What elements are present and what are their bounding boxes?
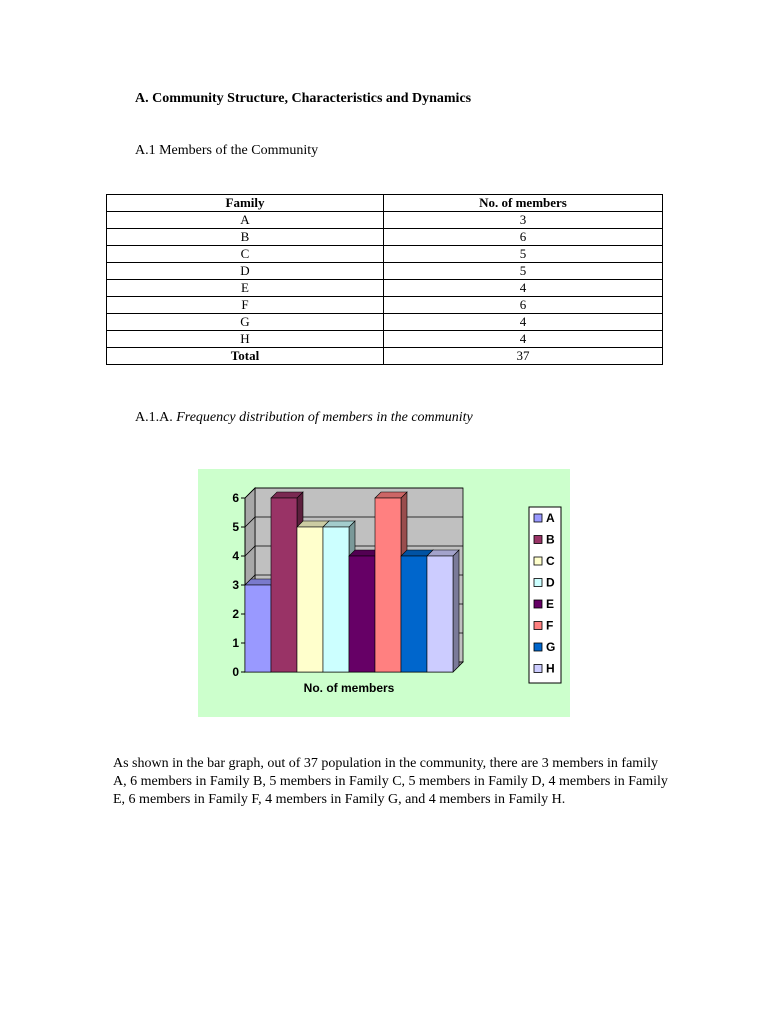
y-tick-label: 3: [232, 578, 239, 592]
total-label: Total: [107, 348, 384, 365]
members-cell: 6: [384, 297, 663, 314]
bar-a: [245, 585, 271, 672]
total-value: 37: [384, 348, 663, 365]
bar-h: [427, 556, 453, 672]
bar-c: [297, 527, 323, 672]
legend-label-g: G: [546, 640, 556, 654]
bar-d: [323, 527, 349, 672]
family-cell: C: [107, 246, 384, 263]
bar-b: [271, 498, 297, 672]
legend-swatch-b: [534, 536, 542, 544]
table-row: [107, 246, 663, 263]
table-row: [107, 297, 663, 314]
bar-chart-svg: [198, 469, 570, 717]
family-cell: D: [107, 263, 384, 280]
family-cell: H: [107, 331, 384, 348]
legend-swatch-g: [534, 643, 542, 651]
table-row: [107, 212, 663, 229]
bar-g: [401, 556, 427, 672]
header-members: No. of members: [384, 195, 663, 212]
members-cell: 5: [384, 246, 663, 263]
family-cell: G: [107, 314, 384, 331]
members-cell: 5: [384, 263, 663, 280]
bar-top-f: [375, 492, 407, 498]
bar-top-d: [323, 521, 355, 527]
legend-label-h: H: [546, 661, 555, 676]
legend-label-a: A: [546, 511, 555, 525]
members-table: [106, 194, 663, 365]
family-cell: B: [107, 229, 384, 246]
table-total-row: [107, 348, 663, 365]
legend-label-f: F: [546, 618, 554, 633]
bar-e: [349, 556, 375, 672]
members-cell: 6: [384, 229, 663, 246]
subsection-heading: A.1 Members of the Community: [135, 143, 319, 158]
legend-swatch-e: [534, 600, 542, 608]
family-cell: E: [107, 280, 384, 297]
table-row: [107, 229, 663, 246]
y-tick-label: 2: [232, 607, 239, 621]
legend-swatch-a: [534, 514, 542, 522]
table-row: [107, 263, 663, 280]
bar-side-h: [453, 550, 459, 672]
legend-box: [529, 507, 561, 683]
members-cell: 4: [384, 331, 663, 348]
members-cell: 4: [384, 280, 663, 297]
bar-top-b: [271, 492, 303, 498]
y-tick-label: 1: [232, 636, 239, 650]
family-cell: A: [107, 212, 384, 229]
table-row: [107, 280, 663, 297]
family-cell: F: [107, 297, 384, 314]
legend-label-d: D: [546, 575, 555, 590]
bar-f: [375, 498, 401, 672]
legend-label-b: B: [546, 532, 555, 547]
y-tick-label: 4: [232, 549, 239, 563]
chart-caption: [135, 410, 473, 426]
chart-description: As shown in the bar graph, out of 37 population in the community, there are 3 members in family A, 6 members in Family B, 5 members in Family C, 5 members in Family D, 4 members in Family E, 6 members in Family F, 4 members in Family G, and 4 members in Family H.: [113, 756, 668, 807]
legend-swatch-h: [534, 665, 542, 673]
section-heading: A. Community Structure, Characteristics and Dynamics: [135, 91, 472, 106]
table-header-row: [107, 195, 663, 212]
y-tick-label: 6: [232, 491, 239, 505]
legend-label-c: C: [546, 554, 555, 568]
chart-caption-title: Frequency distribution of members in the community: [176, 410, 473, 425]
members-cell: 4: [384, 314, 663, 331]
y-tick-label: 5: [232, 520, 239, 534]
bar-chart: [198, 469, 570, 717]
chart-caption-prefix: A.1.A.: [135, 410, 177, 425]
bar-top-h: [427, 550, 459, 556]
table-row: [107, 314, 663, 331]
table-row: [107, 331, 663, 348]
legend-swatch-d: [534, 579, 542, 587]
header-family: Family: [107, 195, 384, 212]
legend-swatch-c: [534, 557, 542, 565]
legend-swatch-f: [534, 622, 542, 630]
y-tick-label: 0: [232, 665, 239, 679]
legend-label-e: E: [546, 597, 555, 611]
x-axis-label: No. of members: [303, 681, 395, 695]
members-cell: 3: [384, 212, 663, 229]
